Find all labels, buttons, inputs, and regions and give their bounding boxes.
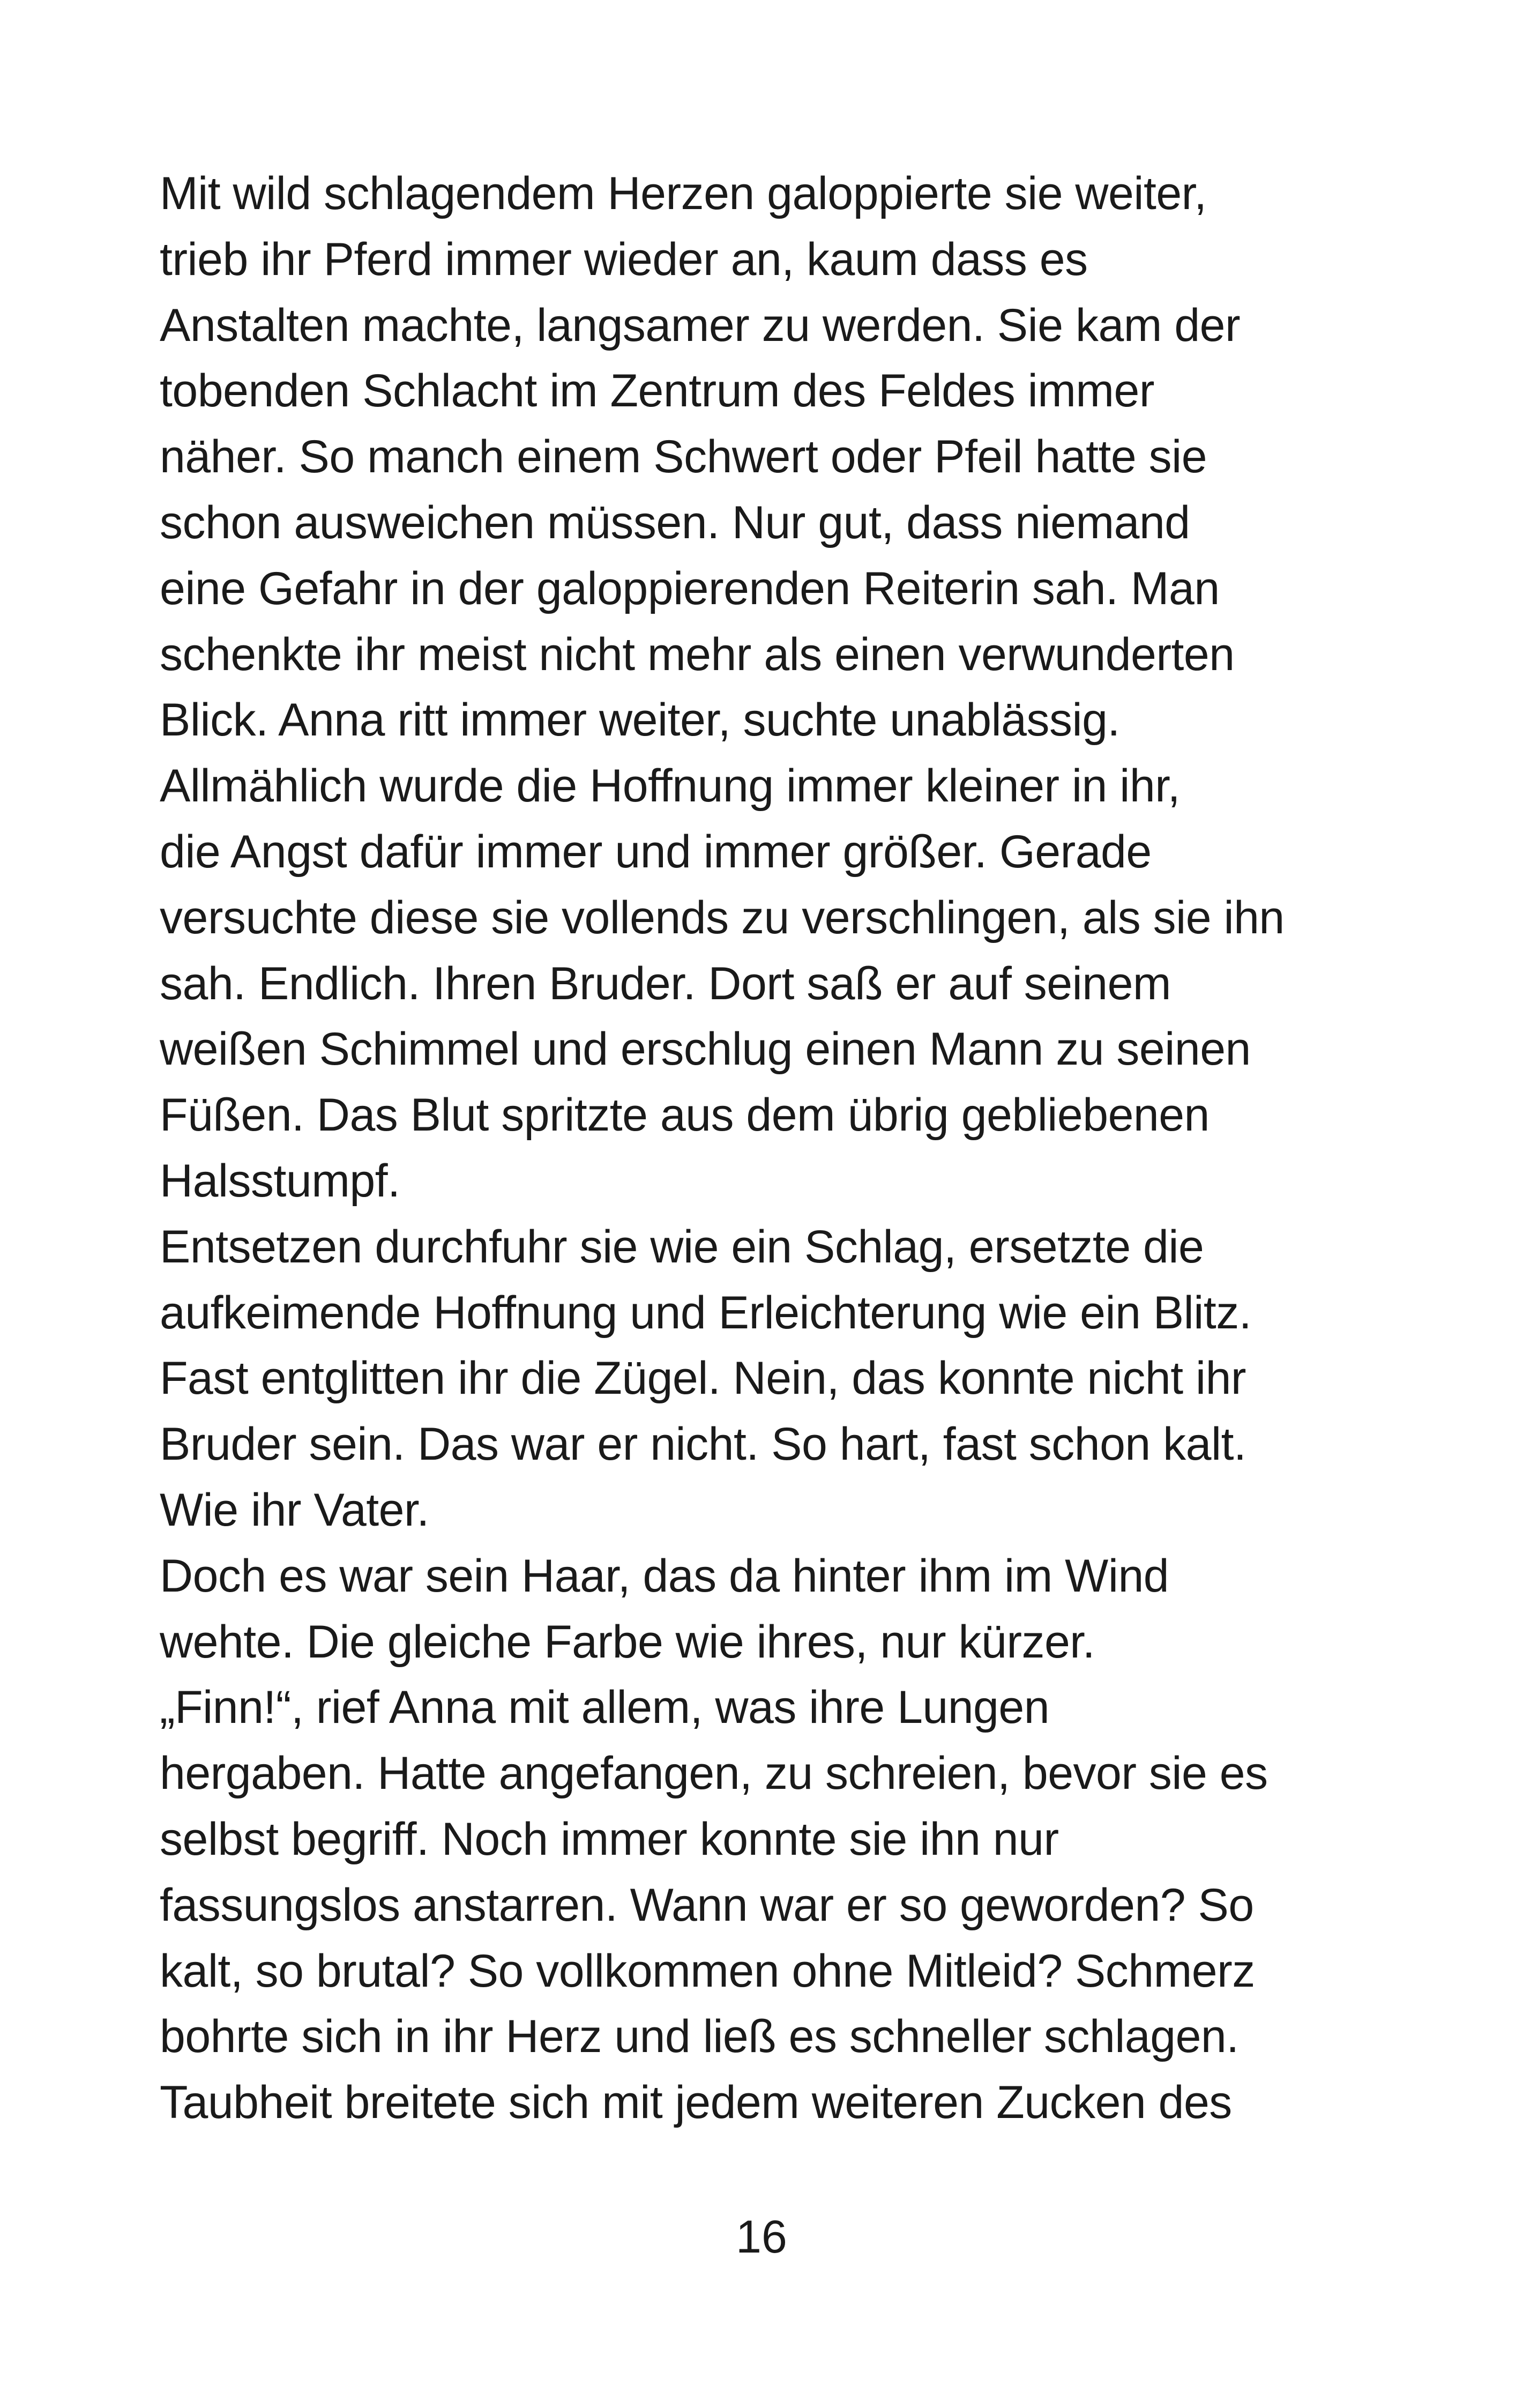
text-line: eine Gefahr in der galoppierenden Reiterin sah. Man	[160, 562, 1220, 614]
text-line: Taubheit breitete sich mit jedem weiteren Zucken des	[160, 2077, 1232, 2129]
text-line: Blick. Anna ritt immer weiter, suchte unablässig.	[160, 694, 1120, 746]
text-line: Mit wild schlagendem Herzen galoppierte sie weiter,	[160, 168, 1207, 219]
text-line: Füßen. Das Blut spritzte aus dem übrig gebliebenen	[160, 1089, 1210, 1141]
text-line: die Angst dafür immer und immer größer. Gerade	[160, 826, 1152, 878]
text-line: Doch es war sein Haar, das da hinter ihm im Wind	[160, 1550, 1169, 1602]
text-line: Wie ihr Vater.	[160, 1484, 429, 1536]
text-line: weißen Schimmel und erschlug einen Mann zu seinen	[160, 1023, 1251, 1075]
text-line: schenkte ihr meist nicht mehr als einen verwunderten	[160, 628, 1235, 680]
text-line: trieb ihr Pferd immer wieder an, kaum dass es	[160, 233, 1088, 285]
text-line: sah. Endlich. Ihren Bruder. Dort saß er auf seinem	[160, 957, 1171, 1009]
text-line: tobenden Schlacht im Zentrum des Feldes immer	[160, 365, 1154, 417]
text-line: wehte. Die gleiche Farbe wie ihres, nur kürzer.	[160, 1616, 1095, 1668]
text-line: aufkeimende Hoffnung und Erleichterung wie ein Blitz.	[160, 1287, 1252, 1339]
text-line: schon ausweichen müssen. Nur gut, dass niemand	[160, 496, 1190, 548]
text-line: hergaben. Hatte angefangen, zu schreien, bevor sie es	[160, 1748, 1268, 1800]
text-line: Allmählich wurde die Hoffnung immer kleiner in ihr,	[160, 760, 1180, 812]
text-line: versuchte diese sie vollends zu verschlingen, als sie ihn	[160, 891, 1285, 943]
text-line: Entsetzen durchfuhr sie wie ein Schlag, ersetzte die	[160, 1221, 1204, 1273]
text-line: fassungslos anstarren. Wann war er so geworden? So	[160, 1879, 1254, 1931]
text-line: selbst begriff. Noch immer konnte sie ihn nur	[160, 1813, 1059, 1865]
text-line: Bruder sein. Das war er nicht. So hart, fast schon kalt.	[160, 1418, 1246, 1470]
text-line: kalt, so brutal? So vollkommen ohne Mitleid? Schmerz	[160, 1945, 1255, 1997]
text-line: näher. So manch einem Schwert oder Pfeil hatte sie	[160, 431, 1207, 483]
text-line: bohrte sich in ihr Herz und ließ es schneller schlagen.	[160, 2011, 1239, 2063]
body-text	[160, 161, 1392, 2136]
page-number: 16	[736, 2211, 787, 2263]
text-line: Fast entglitten ihr die Zügel. Nein, das konnte nicht ihr	[160, 1352, 1246, 1404]
text-line: „Finn!“, rief Anna mit allem, was ihre Lungen	[160, 1682, 1050, 1734]
text-line: Anstalten machte, langsamer zu werden. Sie kam der	[160, 299, 1241, 351]
text-line: Halsstumpf.	[160, 1155, 400, 1207]
